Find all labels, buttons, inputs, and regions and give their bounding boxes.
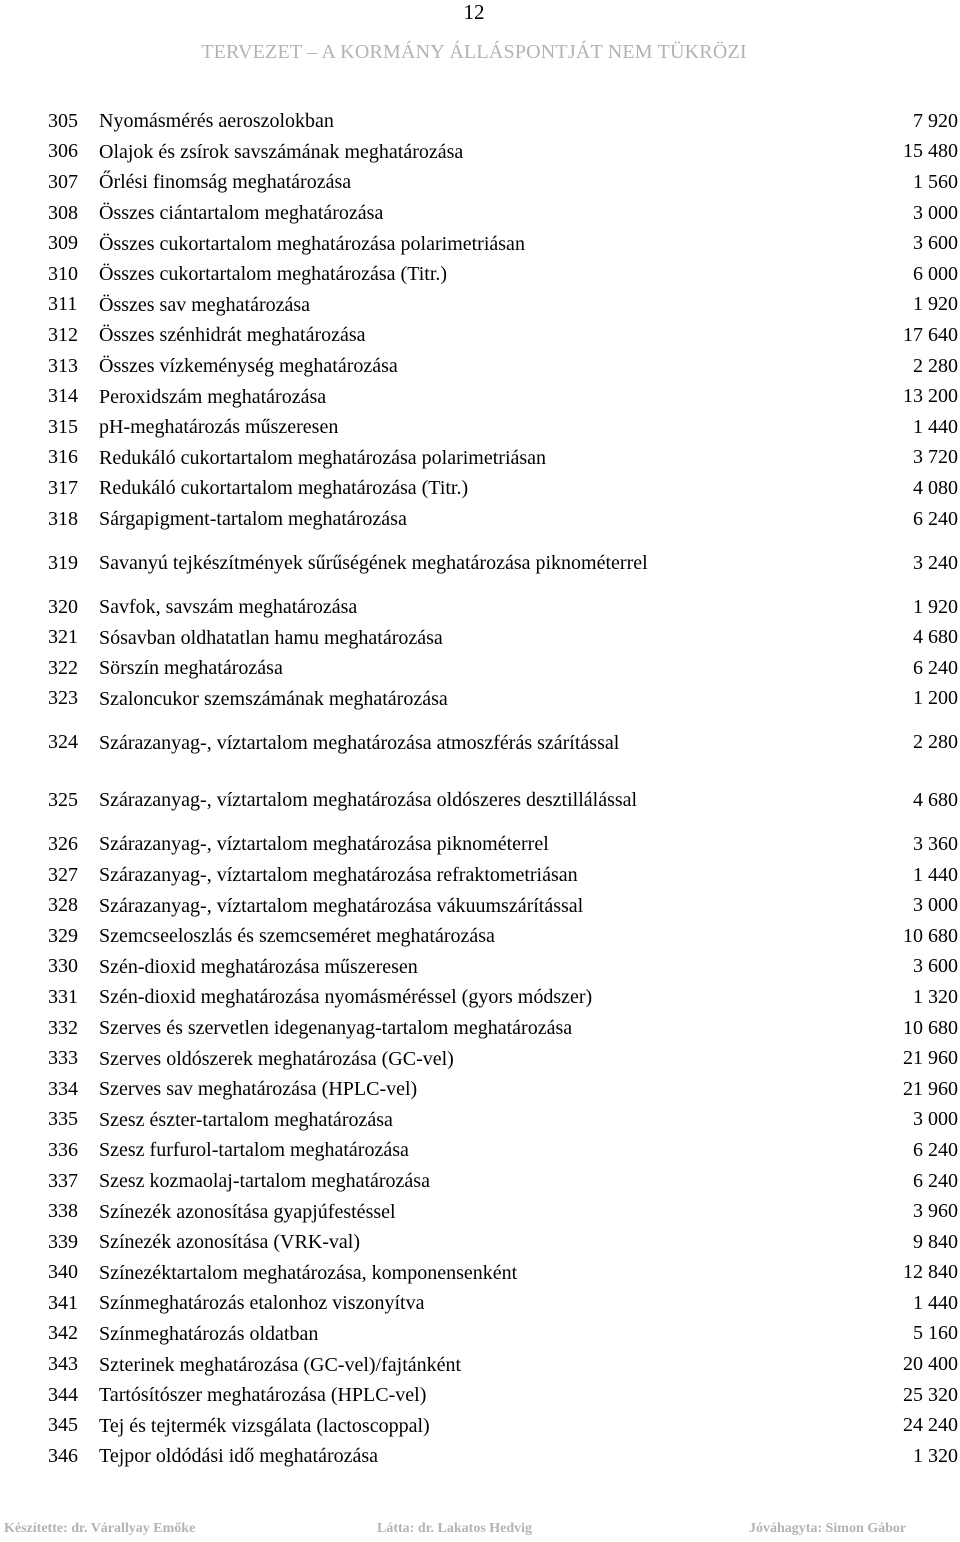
row-number: 344 bbox=[48, 1383, 78, 1406]
row-service-name: Szaloncukor szemszámának meghatározása bbox=[99, 687, 448, 710]
row-service-name: Szárazanyag-, víztartalom meghatározása vákuumszárítással bbox=[99, 894, 584, 917]
row-price: 3 600 bbox=[913, 232, 958, 255]
table-row bbox=[42, 473, 960, 504]
row-number: 317 bbox=[48, 476, 78, 499]
row-number: 337 bbox=[48, 1169, 78, 1192]
table-row bbox=[42, 106, 960, 137]
row-price: 3 960 bbox=[913, 1200, 958, 1223]
row-number: 339 bbox=[48, 1230, 78, 1253]
row-price: 4 680 bbox=[913, 788, 958, 811]
row-price: 24 240 bbox=[903, 1414, 958, 1437]
row-price: 2 280 bbox=[913, 731, 958, 754]
row-service-name: Peroxidszám meghatározása bbox=[99, 385, 327, 408]
row-number: 313 bbox=[48, 354, 78, 377]
table-row bbox=[42, 772, 960, 830]
row-price: 21 960 bbox=[903, 1047, 958, 1070]
row-number: 328 bbox=[48, 894, 78, 917]
table-row bbox=[42, 137, 960, 168]
row-price: 1 440 bbox=[913, 415, 958, 438]
row-number: 331 bbox=[48, 985, 78, 1008]
row-number: 306 bbox=[48, 140, 78, 163]
price-table bbox=[42, 106, 960, 1472]
row-service-name: Színezéktartalom meghatározása, komponensenként bbox=[99, 1261, 518, 1284]
table-row bbox=[42, 1441, 960, 1472]
row-number: 321 bbox=[48, 626, 78, 649]
table-row bbox=[42, 653, 960, 684]
table-row bbox=[42, 1319, 960, 1350]
row-price: 1 920 bbox=[913, 293, 958, 316]
row-service-name: Összes sav meghatározása bbox=[99, 293, 311, 316]
row-price: 4 080 bbox=[913, 476, 958, 499]
table-row bbox=[42, 1043, 960, 1074]
table-row bbox=[42, 952, 960, 983]
row-service-name: Sárgapigment-tartalom meghatározása bbox=[99, 508, 407, 531]
row-price: 6 240 bbox=[913, 1138, 958, 1161]
table-row bbox=[42, 381, 960, 412]
row-service-name: Szén-dioxid meghatározása műszeresen bbox=[99, 955, 418, 978]
row-price: 25 320 bbox=[903, 1383, 958, 1406]
table-row bbox=[42, 860, 960, 891]
row-price: 1 320 bbox=[913, 1444, 958, 1467]
table-row bbox=[42, 167, 960, 198]
row-price: 1 440 bbox=[913, 863, 958, 886]
table-row bbox=[42, 259, 960, 290]
row-service-name: Színmeghatározás etalonhoz viszonyítva bbox=[99, 1292, 425, 1315]
row-price: 6 240 bbox=[913, 1169, 958, 1192]
row-number: 334 bbox=[48, 1077, 78, 1100]
row-price: 2 280 bbox=[913, 354, 958, 377]
row-price: 1 920 bbox=[913, 595, 958, 618]
table-row bbox=[42, 890, 960, 921]
row-price: 3 000 bbox=[913, 894, 958, 917]
row-service-name: Sörszín meghatározása bbox=[99, 657, 283, 680]
table-row bbox=[42, 1410, 960, 1441]
row-service-name: Szárazanyag-, víztartalom meghatározása refraktometriásan bbox=[99, 864, 578, 887]
table-row bbox=[42, 1288, 960, 1319]
table-row bbox=[42, 1135, 960, 1166]
row-price: 21 960 bbox=[903, 1077, 958, 1100]
row-number: 346 bbox=[48, 1444, 78, 1467]
row-number: 340 bbox=[48, 1261, 78, 1284]
row-number: 310 bbox=[48, 262, 78, 285]
table-row bbox=[42, 1349, 960, 1380]
table-row bbox=[42, 290, 960, 321]
row-number: 319 bbox=[48, 551, 78, 574]
row-service-name: Szerves oldószerek meghatározása (GC-vel) bbox=[99, 1047, 454, 1070]
row-number: 333 bbox=[48, 1047, 78, 1070]
row-price: 20 400 bbox=[903, 1353, 958, 1376]
row-service-name: Szterinek meghatározása (GC-vel)/fajtánként bbox=[99, 1353, 462, 1376]
row-price: 7 920 bbox=[913, 109, 958, 132]
table-row bbox=[42, 1166, 960, 1197]
row-number: 329 bbox=[48, 924, 78, 947]
row-price: 3 240 bbox=[913, 551, 958, 574]
row-service-name: Szárazanyag-, víztartalom meghatározása oldószeres desztillálással bbox=[99, 789, 638, 812]
row-number: 318 bbox=[48, 507, 78, 530]
row-price: 15 480 bbox=[903, 140, 958, 163]
row-number: 323 bbox=[48, 687, 78, 710]
row-service-name: Színezék azonosítása gyapjúfestéssel bbox=[99, 1200, 396, 1223]
row-number: 345 bbox=[48, 1414, 78, 1437]
row-service-name: Szesz észter-tartalom meghatározása bbox=[99, 1108, 393, 1131]
row-number: 308 bbox=[48, 201, 78, 224]
row-number: 332 bbox=[48, 1016, 78, 1039]
row-service-name: pH-meghatározás műszeresen bbox=[99, 416, 339, 439]
footer-approved-by: Jóváhagyta: Simon Gábor bbox=[749, 1521, 907, 1536]
row-service-name: Szerves és szervetlen idegenanyag-tartalom meghatározása bbox=[99, 1017, 573, 1040]
row-number: 305 bbox=[48, 109, 78, 132]
row-price: 3 000 bbox=[913, 1108, 958, 1131]
row-price: 12 840 bbox=[903, 1261, 958, 1284]
row-service-name: Szesz furfurol-tartalom meghatározása bbox=[99, 1139, 409, 1162]
row-price: 17 640 bbox=[903, 323, 958, 346]
table-row bbox=[42, 592, 960, 623]
row-price: 1 320 bbox=[913, 985, 958, 1008]
table-row bbox=[42, 714, 960, 772]
row-service-name: Összes ciántartalom meghatározása bbox=[99, 202, 384, 225]
row-number: 311 bbox=[48, 293, 78, 316]
row-number: 307 bbox=[48, 170, 78, 193]
row-service-name: Sósavban oldhatatlan hamu meghatározása bbox=[99, 626, 443, 649]
row-service-name: Összes cukortartalom meghatározása polarimetriásan bbox=[99, 232, 525, 255]
row-price: 6 240 bbox=[913, 507, 958, 530]
row-price: 5 160 bbox=[913, 1322, 958, 1345]
table-row bbox=[42, 1105, 960, 1136]
row-service-name: Színmeghatározás oldatban bbox=[99, 1322, 319, 1345]
row-price: 3 000 bbox=[913, 201, 958, 224]
table-row bbox=[42, 1013, 960, 1044]
row-price: 3 600 bbox=[913, 955, 958, 978]
row-number: 324 bbox=[48, 731, 78, 754]
table-row bbox=[42, 1258, 960, 1289]
row-price: 1 440 bbox=[913, 1291, 958, 1314]
row-service-name: Olajok és zsírok savszámának meghatározása bbox=[99, 140, 464, 163]
row-number: 341 bbox=[48, 1291, 78, 1314]
row-price: 1 560 bbox=[913, 170, 958, 193]
table-row bbox=[42, 1196, 960, 1227]
row-service-name: Nyomásmérés aeroszolokban bbox=[99, 110, 334, 133]
table-row bbox=[42, 829, 960, 860]
row-number: 322 bbox=[48, 656, 78, 679]
table-row bbox=[42, 1380, 960, 1411]
table-row bbox=[42, 684, 960, 715]
row-service-name: Tejpor oldódási idő meghatározása bbox=[99, 1445, 379, 1468]
row-service-name: Tartósítószer meghatározása (HPLC-vel) bbox=[99, 1384, 427, 1407]
table-row bbox=[42, 412, 960, 443]
row-number: 326 bbox=[48, 832, 78, 855]
row-number: 312 bbox=[48, 323, 78, 346]
row-price: 6 000 bbox=[913, 262, 958, 285]
row-service-name: Savfok, savszám meghatározása bbox=[99, 596, 358, 619]
row-service-name: Szárazanyag-, víztartalom meghatározása piknométerrel bbox=[99, 833, 549, 856]
table-row bbox=[42, 198, 960, 229]
row-number: 325 bbox=[48, 788, 78, 811]
row-service-name: Szesz kozmaolaj-tartalom meghatározása bbox=[99, 1170, 430, 1193]
row-price: 9 840 bbox=[913, 1230, 958, 1253]
row-price: 10 680 bbox=[903, 924, 958, 947]
table-row bbox=[42, 1074, 960, 1105]
table-row bbox=[42, 622, 960, 653]
row-number: 314 bbox=[48, 385, 78, 408]
row-service-name: Összes vízkeménység meghatározása bbox=[99, 355, 398, 378]
table-row bbox=[42, 982, 960, 1013]
row-service-name: Savanyú tejkészítmények sűrűségének meghatározása piknométerrel bbox=[99, 552, 648, 575]
row-price: 3 360 bbox=[913, 832, 958, 855]
row-number: 320 bbox=[48, 595, 78, 618]
row-number: 330 bbox=[48, 955, 78, 978]
footer-prepared-by: Készítette: dr. Várallyay Emőke bbox=[4, 1521, 196, 1536]
row-service-name: Szerves sav meghatározása (HPLC-vel) bbox=[99, 1078, 418, 1101]
row-service-name: Tej és tejtermék vizsgálata (lactoscoppal) bbox=[99, 1414, 430, 1437]
row-price: 10 680 bbox=[903, 1016, 958, 1039]
footer bbox=[0, 1521, 960, 1541]
row-service-name: Színezék azonosítása (VRK-val) bbox=[99, 1231, 361, 1254]
row-price: 3 720 bbox=[913, 446, 958, 469]
table-row bbox=[42, 504, 960, 535]
page-number: 12 bbox=[463, 0, 485, 24]
row-number: 342 bbox=[48, 1322, 78, 1345]
table-row bbox=[42, 443, 960, 474]
row-service-name: Szén-dioxid meghatározása nyomásméréssel (gyors módszer) bbox=[99, 986, 593, 1009]
table-row bbox=[42, 921, 960, 952]
footer-reviewed-by: Látta: dr. Lakatos Hedvig bbox=[377, 1521, 533, 1536]
row-price: 4 680 bbox=[913, 626, 958, 649]
row-price: 6 240 bbox=[913, 656, 958, 679]
row-number: 338 bbox=[48, 1200, 78, 1223]
row-price: 13 200 bbox=[903, 385, 958, 408]
row-service-name: Szárazanyag-, víztartalom meghatározása atmoszférás szárítással bbox=[99, 731, 620, 754]
row-price: 1 200 bbox=[913, 687, 958, 710]
table-row bbox=[42, 320, 960, 351]
row-number: 316 bbox=[48, 446, 78, 469]
table-row bbox=[42, 228, 960, 259]
row-number: 327 bbox=[48, 863, 78, 886]
row-number: 343 bbox=[48, 1353, 78, 1376]
row-number: 309 bbox=[48, 232, 78, 255]
row-service-name: Őrlési finomság meghatározása bbox=[99, 171, 352, 194]
row-service-name: Összes cukortartalom meghatározása (Titr.) bbox=[99, 263, 448, 286]
row-service-name: Redukáló cukortartalom meghatározása polarimetriásan bbox=[99, 446, 547, 469]
row-service-name: Szemcseeloszlás és szemcseméret meghatározása bbox=[99, 925, 495, 948]
row-number: 315 bbox=[48, 415, 78, 438]
table-row bbox=[42, 351, 960, 382]
table-row bbox=[42, 534, 960, 592]
table-row bbox=[42, 1227, 960, 1258]
draft-notice: TERVEZET – A KORMÁNY ÁLLÁSPONTJÁT NEM TÜKRÖZI bbox=[201, 41, 747, 63]
row-service-name: Összes szénhidrát meghatározása bbox=[99, 324, 366, 347]
row-number: 335 bbox=[48, 1108, 78, 1131]
row-service-name: Redukáló cukortartalom meghatározása (Titr.) bbox=[99, 477, 469, 500]
row-number: 336 bbox=[48, 1138, 78, 1161]
